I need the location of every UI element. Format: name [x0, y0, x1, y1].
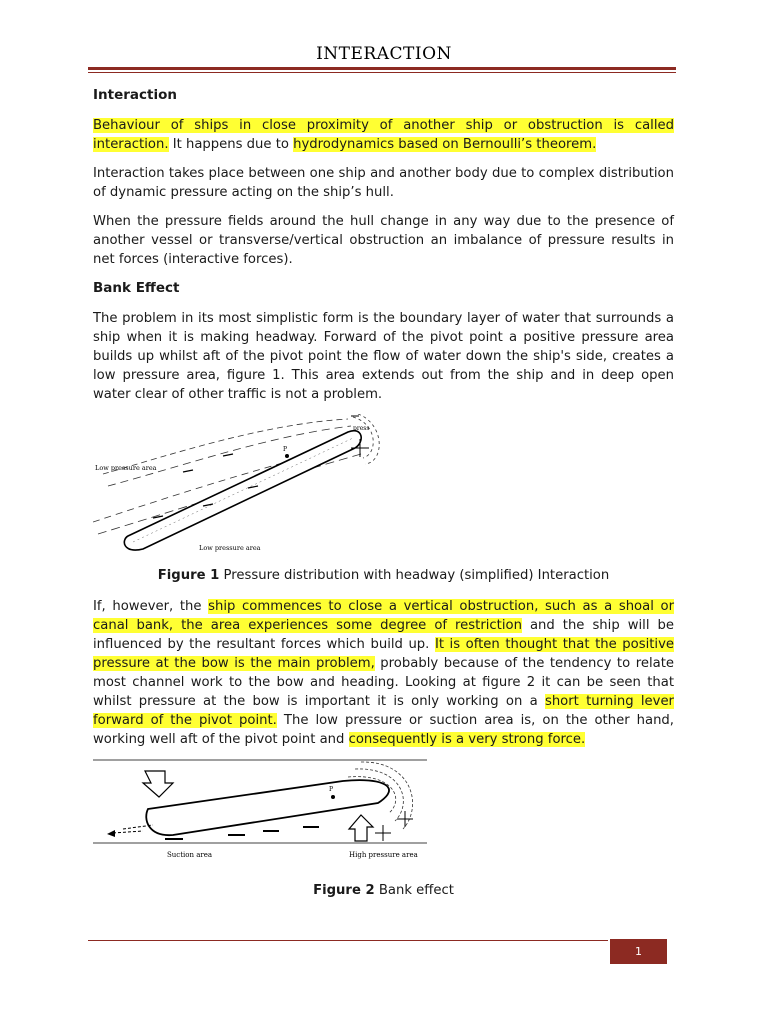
figure-2-diagram [93, 759, 433, 869]
figure-1-caption [93, 566, 674, 585]
page-number: 1 [610, 939, 667, 964]
text-run: It happens due to [168, 137, 294, 152]
text-run: probably because of the tendency to relate most channel work to the bow and heading. Looking at figure 2 it can be seen that whilst pressure at the bow is important it is only working on a [93, 656, 674, 709]
figure-1-caption-label: Figure 1 [157, 568, 220, 583]
paragraph [93, 116, 674, 154]
highlighted-text: short turning lever forward of the pivot point. [93, 694, 674, 728]
highlighted-text: consequently is a very strong force. [348, 732, 586, 747]
pivot-label-2: P [329, 786, 334, 793]
title-rule-thin [88, 72, 676, 73]
highlighted-text: Behaviour of ships in close proximity of another ship or obstruction is called interaction. [93, 118, 674, 152]
footer-rule [88, 940, 608, 941]
figure-1-diagram [93, 414, 383, 554]
figure-2-caption-label: Figure 2 [313, 883, 375, 898]
paragraph: Interaction takes place between one ship and another body due to complex distribution of dynamic pressure acting on the ship’s hull. [93, 166, 674, 200]
title-rule [88, 67, 676, 70]
low-pressure-label-bottom: Low pressure area [199, 544, 261, 552]
paragraph: The problem in its most simplistic form is the boundary layer of water that surrounds a ship when it is making headway. Forward of the pivot point a positive pressure area builds up whilst aft of the pivot point the flow of water down the ship's side, creates a low pressure area, figure 1. This area extends out from the ship and in deep open water clear of other traffic is not a problem. [93, 311, 674, 402]
section-heading-bank-effect: Bank Effect [93, 280, 180, 296]
press-label: press [353, 425, 370, 432]
high-pressure-area-label: High pressure area [349, 851, 418, 859]
figure-2-caption-text: Bank effect [374, 883, 454, 898]
text-run: The low pressure or suction area is, on the other hand, working well aft of the pivot point and [93, 713, 674, 747]
pivot-label: P [283, 446, 288, 453]
document-body [93, 86, 674, 912]
paragraph: When the pressure fields around the hull change in any way due to the presence of another vessel or transverse/vertical obstruction an imbalance of pressure results in net forces (interactive forces). [93, 214, 674, 267]
text-run: and the ship will be influenced by the resultant forces which build up. [93, 618, 674, 652]
highlighted-text: It is often thought that the positive pressure at the bow is the main problem, [93, 637, 674, 671]
page-title: INTERACTION [316, 44, 452, 64]
figure-1 [93, 414, 674, 560]
figure-1-caption-text: Pressure distribution with headway (simplified) Interaction [219, 568, 610, 583]
text-run: If, however, the [93, 599, 209, 614]
suction-area-label: Suction area [167, 851, 213, 859]
highlighted-text: hydrodynamics based on Bernoulli’s theorem. [293, 137, 597, 152]
paragraph [93, 597, 674, 749]
figure-2 [93, 759, 674, 875]
highlighted-text: ship commences to close a vertical obstruction, such as a shoal or canal bank, the area experiences some degree of restriction [93, 599, 674, 633]
low-pressure-label-top: Low pressure area [95, 464, 157, 472]
section-heading-interaction: Interaction [93, 87, 177, 103]
figure-2-caption [93, 881, 674, 900]
